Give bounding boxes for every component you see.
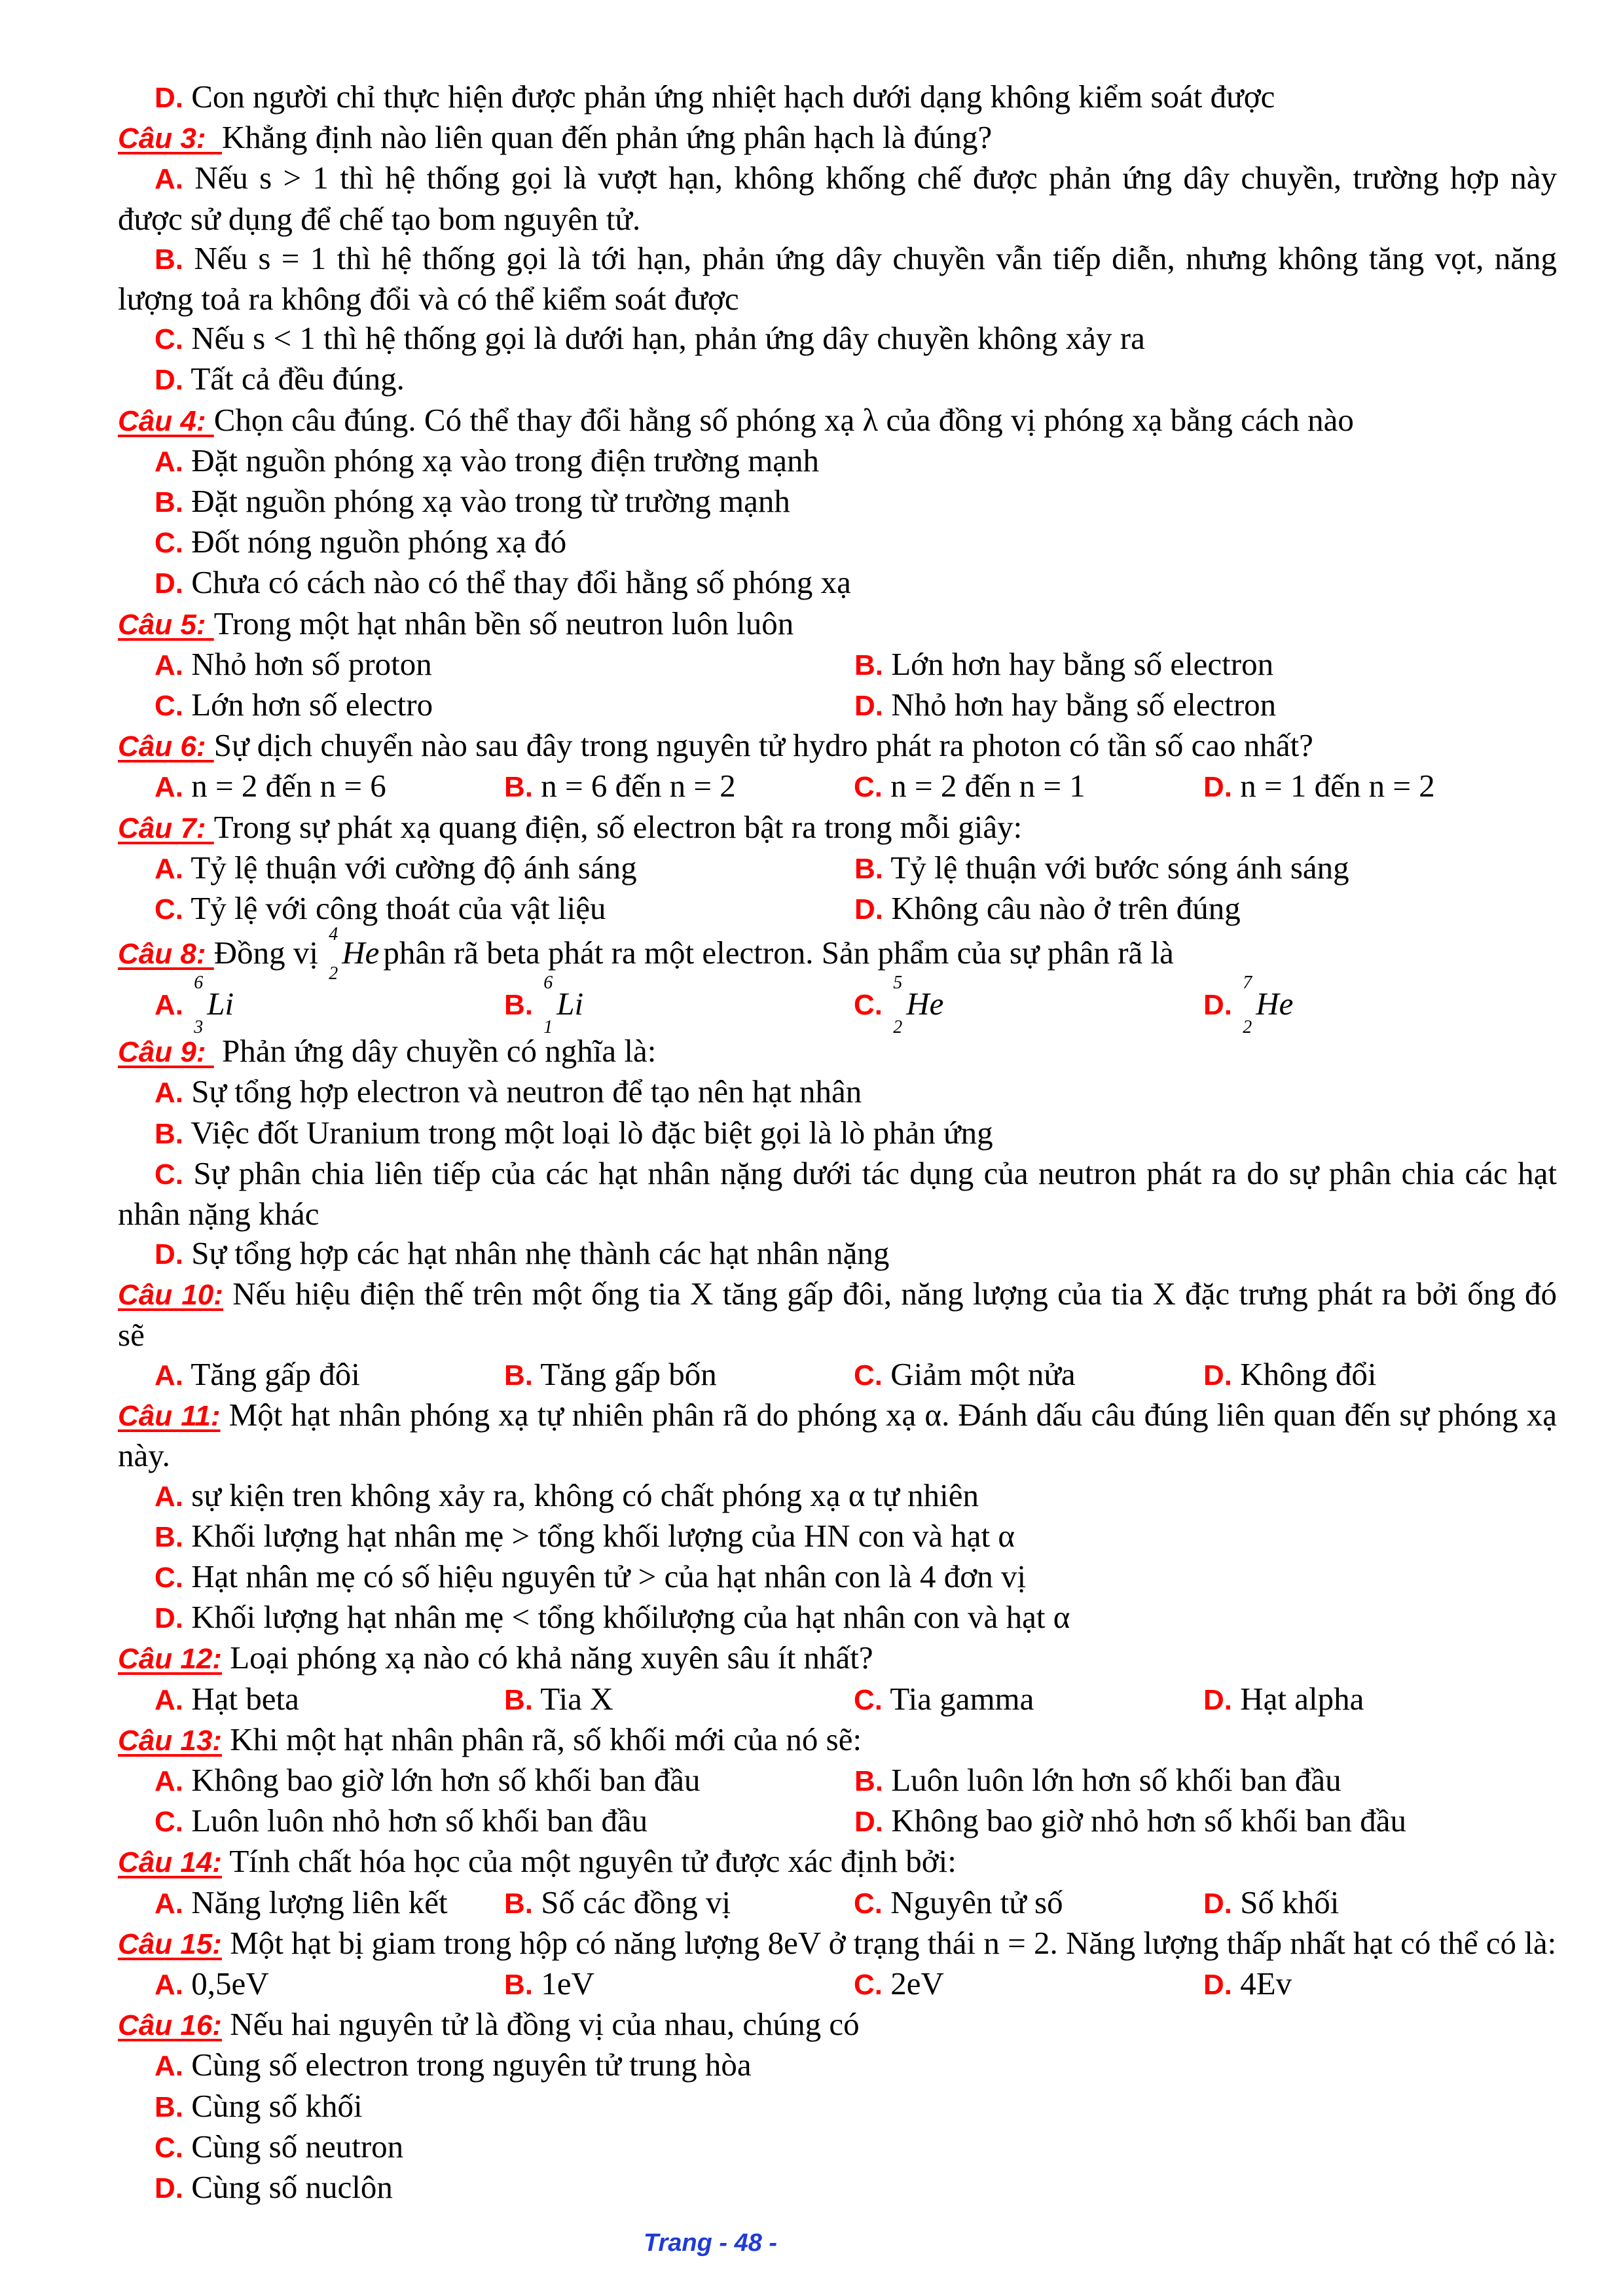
question-stem: [118, 1720, 1557, 1761]
page-number: Trang - 48 -: [643, 2229, 778, 2257]
option-text: Chưa có cách nào có thể thay đổi hằng số phóng xạ: [191, 564, 851, 601]
question-6: [118, 726, 1557, 807]
question-stem: [118, 1924, 1557, 1964]
option-d: [854, 685, 1591, 726]
option-label: D.: [1203, 989, 1232, 1022]
question-14: [118, 1842, 1557, 1923]
option-label: D.: [854, 1806, 883, 1839]
element-symbol: He: [342, 935, 380, 971]
atomic-number: 1: [543, 1017, 553, 1038]
option-label: B.: [155, 1117, 183, 1150]
option-label: C.: [854, 1968, 883, 2001]
option-text: Luôn luôn nhỏ hơn số khối ban đầu: [191, 1803, 648, 1839]
option-text: Cùng số nuclôn: [191, 2168, 393, 2205]
option-label: C.: [155, 893, 183, 926]
option-label: D.: [1203, 1683, 1232, 1716]
option-label: D.: [155, 567, 183, 600]
option-text: Luôn luôn lớn hơn số khối ban đầu: [891, 1761, 1341, 1798]
question-5: [118, 604, 1557, 726]
option-c: [854, 766, 1203, 807]
option-label: C.: [854, 1359, 883, 1391]
option-text: n = 2 đến n = 1: [890, 768, 1085, 804]
option-text: Đốt nóng nguồn phóng xạ đó: [191, 524, 567, 560]
option-text: Tỷ lệ thuận với cường độ ánh sáng: [191, 849, 637, 886]
question-stem: [118, 1395, 1557, 1475]
option-text: Không đổi: [1240, 1355, 1377, 1392]
option-b: [118, 239, 1557, 319]
option-label: C.: [155, 1806, 183, 1839]
option-label: C.: [155, 690, 183, 723]
isotope-formula: [1243, 973, 1294, 1038]
option-text: Hạt beta: [191, 1680, 299, 1717]
option-label: C.: [854, 771, 883, 804]
option-text: Con người chỉ thực hiện được phản ứng nhiệt hạch dưới dạng không kiểm soát được: [191, 79, 1275, 115]
question-11: [118, 1395, 1557, 1638]
option-label: B.: [854, 649, 883, 681]
option-text: Tỷ lệ thuận với bước sóng ánh sáng: [890, 849, 1349, 886]
mass-number: 4: [329, 924, 338, 945]
option-label: A.: [155, 649, 183, 681]
element-symbol: He: [906, 986, 944, 1022]
question-stem: [118, 1842, 1557, 1882]
question-text: Đồng vị: [213, 935, 327, 971]
option-text: Cùng số khối: [191, 2087, 363, 2124]
question-text: Khi một hạt nhân phân rã, số khối mới của nó sẽ:: [221, 1721, 862, 1757]
option-text: Đặt nguồn phóng xạ vào trong điện trường mạnh: [191, 442, 820, 478]
option-c: [854, 1679, 1203, 1720]
option-b: [118, 1516, 1557, 1557]
option-label: B.: [155, 243, 183, 276]
option-text: sự kiện tren không xảy ra, không có chất phóng xạ α tự nhiên: [191, 1477, 979, 1513]
question-stem: [118, 1031, 1557, 1072]
option-a: [118, 848, 854, 889]
question-label: Câu 9:: [118, 1036, 214, 1069]
option-d: [854, 1801, 1591, 1842]
document-page: [118, 77, 1557, 2208]
option-label: D.: [155, 364, 183, 397]
option-a: [118, 973, 504, 1038]
question-16: [118, 2005, 1557, 2208]
option-text: Số khối: [1240, 1884, 1340, 1920]
option-text: Đặt nguồn phóng xạ vào trong từ trường mạnh: [191, 483, 790, 520]
option-d: [118, 359, 1557, 400]
element-symbol: He: [1256, 986, 1294, 1022]
question-text: Phản ứng dây chuyền có nghĩa là:: [213, 1033, 657, 1069]
option-d: [118, 563, 1557, 603]
option-text: n = 6 đến n = 2: [541, 768, 736, 804]
option-label: A.: [155, 1683, 183, 1716]
option-text: Nếu s = 1 thì hệ thống gọi là tới hạn, phản ứng dây chuyền vẫn tiếp diễn, nhưng không tăng vọt, năng lượng toả ra không đổi và có thể kiểm soát được: [118, 240, 1558, 317]
option-label: B.: [504, 1359, 533, 1391]
option-text: Việc đốt Uranium trong một loại lò đặc biệt gọi là lò phản ứng: [191, 1114, 993, 1151]
question-text: phân rã beta phát ra một electron. Sản phẩm của sự phân rã là: [383, 935, 1174, 971]
atomic-number: 2: [1243, 1017, 1252, 1038]
option-text: Sự tổng hợp các hạt nhân nhẹ thành các hạt nhân nặng: [191, 1235, 890, 1272]
option-text: Nhỏ hơn hay bằng số electron: [891, 687, 1277, 723]
question-stem: [118, 726, 1557, 766]
question-label: Câu 13:: [118, 1724, 222, 1757]
option-text: Tia X: [540, 1680, 613, 1717]
option-b: [504, 1679, 854, 1720]
option-label: D.: [155, 82, 183, 114]
question-text: Trong sự phát xạ quang điện, số electron bật ra trong mỗi giây:: [213, 808, 1023, 845]
option-text: Giảm một nửa: [890, 1355, 1076, 1392]
options-row: [118, 1964, 1557, 2005]
question-12: [118, 1638, 1557, 1719]
option-c: [118, 685, 854, 726]
option-label: D.: [155, 2172, 183, 2204]
question-text: Tính chất hóa học của một nguyên tử được xác định bởi:: [221, 1843, 957, 1880]
option-label: A.: [155, 2050, 183, 2083]
option-a: [118, 1355, 504, 1395]
question-text: Trong một hạt nhân bền số neutron luôn luôn: [213, 605, 794, 641]
option-c: [118, 1801, 854, 1842]
option-label: C.: [155, 323, 183, 356]
option-text: 4Ev: [1240, 1965, 1292, 2001]
isotope-formula: [194, 973, 234, 1038]
option-text: Nếu s < 1 thì hệ thống gọi là dưới hạn, phản ứng dây chuyền không xảy ra: [191, 320, 1145, 357]
options-row: [118, 1761, 1557, 1801]
element-symbol: Li: [207, 986, 234, 1022]
mass-number: 6: [543, 973, 553, 994]
options-row: [118, 848, 1557, 889]
option-label: C.: [854, 1683, 883, 1716]
option-d: [118, 1234, 1557, 1274]
option-c: [854, 973, 1203, 1038]
option-d: [854, 889, 1591, 929]
question-list: [118, 118, 1557, 2208]
option-c: [118, 889, 854, 929]
option-b: [504, 973, 854, 1038]
question-label: Câu 16:: [118, 2009, 222, 2042]
option-label: D.: [854, 690, 883, 723]
isotope-formula: [893, 973, 944, 1038]
option-a: [118, 2045, 1557, 2086]
option-a: [118, 1476, 1557, 1516]
question-text: Một hạt bị giam trong hộp có năng lượng 8eV ở trạng thái n = 2. Năng lượng thấp nhất hạt có thể có là:: [221, 1924, 1557, 1961]
option-text: Số các đồng vị: [541, 1884, 731, 1920]
option-text: Nhỏ hơn số proton: [191, 645, 432, 682]
option-text: Sự tổng hợp electron và neutron để tạo nên hạt nhân: [191, 1073, 862, 1110]
option-c: [854, 1964, 1203, 2005]
option-text: Không bao giờ lớn hơn số khối ban đầu: [191, 1761, 701, 1798]
question-text: Sự dịch chuyển nào sau đây trong nguyên tử hydro phát ra photon có tần số cao nhất?: [213, 727, 1313, 764]
element-symbol: Li: [556, 986, 584, 1022]
option-text: Lớn hơn hay bằng số electron: [891, 645, 1274, 682]
option-b: [504, 1883, 854, 1924]
option-b: [504, 1355, 854, 1395]
question-text: Một hạt nhân phóng xạ tự nhiên phân rã do phóng xạ α. Đánh dấu câu đúng liên quan đến sự phóng xạ này.: [118, 1397, 1557, 1474]
question-stem: [118, 1638, 1557, 1679]
option-c: [118, 319, 1557, 359]
option-text: 0,5eV: [191, 1965, 269, 2001]
mass-number: 5: [893, 973, 903, 994]
option-label: B.: [854, 1765, 883, 1797]
option-label: B.: [155, 486, 183, 519]
option-text: Cùng số electron trong nguyên tử trung hòa: [191, 2047, 752, 2083]
option-a: [118, 1883, 504, 1924]
question-4: [118, 401, 1557, 604]
option-label: D.: [1203, 1359, 1232, 1391]
option-c: [118, 1557, 1557, 1598]
option-label: C.: [155, 2131, 183, 2164]
option-text: Không bao giờ nhỏ hơn số khối ban đầu: [891, 1803, 1407, 1839]
option-c: [118, 2127, 1557, 2168]
option-b: [504, 1964, 854, 2005]
option-text: Sự phân chia liên tiếp của các hạt nhân nặng dưới tác dụng của neutron phát ra do sự phân chia các hạt nhân nặng khác: [118, 1155, 1558, 1232]
option-label: D.: [155, 1238, 183, 1271]
question-label: Câu 14:: [118, 1846, 222, 1879]
options-row: [118, 1355, 1557, 1395]
option-label: D.: [1203, 1968, 1232, 2001]
question-3: [118, 118, 1557, 400]
mass-number: 6: [194, 973, 204, 994]
option-a: [118, 441, 1557, 482]
option-d: [1203, 973, 1553, 1038]
option-text: Hạt alpha: [1240, 1680, 1364, 1717]
option-text: Lớn hơn số electro: [191, 687, 433, 723]
option-label: C.: [155, 1158, 183, 1191]
options-row: [118, 889, 1557, 929]
option-text: Nguyên tử số: [890, 1884, 1063, 1920]
atomic-number: 3: [194, 1017, 204, 1038]
option-label: B.: [504, 771, 533, 804]
option-d: [1203, 1964, 1553, 2005]
option-label: A.: [155, 771, 183, 804]
question-10: [118, 1274, 1557, 1395]
option-text: Năng lượng liên kết: [191, 1884, 448, 1920]
option-a: [118, 1761, 854, 1801]
option-b: [854, 848, 1591, 889]
option-label: B.: [155, 1520, 183, 1553]
option-b: [854, 1761, 1591, 1801]
question-stem: [118, 604, 1557, 645]
option-label: A.: [155, 163, 183, 196]
question-label: Câu 4:: [118, 404, 214, 437]
option-label: C.: [854, 989, 883, 1022]
option-text: Khối lượng hạt nhân mẹ < tổng khốilượng của hạt nhân con và hạt α: [191, 1599, 1070, 1636]
option-text: Tăng gấp bốn: [540, 1355, 717, 1392]
question-label: Câu 12:: [118, 1643, 222, 1676]
option-text: n = 1 đến n = 2: [1240, 768, 1435, 804]
option-label: B.: [854, 852, 883, 885]
question-text: Nếu hiệu điện thế trên một ống tia X tăng gấp đôi, năng lượng của tia X đặc trưng phát ra bởi ống đó sẽ: [118, 1276, 1557, 1353]
question-label: Câu 3:: [118, 122, 222, 155]
option-label: A.: [155, 1077, 183, 1109]
option-text: Nếu s > 1 thì hệ thống gọi là vượt hạn, không khống chế được phản ứng dây chuyền, trường hợp này được sử dụng để chế tạo bom nguyên tử.: [118, 160, 1558, 237]
option-a: [118, 1679, 504, 1720]
option-label: D.: [155, 1602, 183, 1635]
option-text: Tia gamma: [890, 1680, 1034, 1717]
option-label: D.: [1203, 1887, 1232, 1920]
option-label: C.: [155, 1561, 183, 1594]
option-a: [118, 1072, 1557, 1113]
isotope-formula: [329, 924, 380, 984]
mass-number: 7: [1243, 973, 1252, 994]
option-label: A.: [155, 1359, 183, 1391]
option-text: Tất cả đều đúng.: [191, 361, 405, 397]
option-label: A.: [155, 989, 183, 1022]
option-d: [118, 1598, 1557, 1638]
options-row: [118, 1883, 1557, 1924]
option-text: Tăng gấp đôi: [191, 1355, 360, 1392]
question-stem: [118, 1274, 1557, 1354]
options-row: [118, 973, 1557, 1038]
option-label: A.: [155, 1968, 183, 2001]
option-text: 1eV: [541, 1965, 594, 2001]
option-label: B.: [504, 1887, 533, 1920]
option-c: [854, 1355, 1203, 1395]
options-row: [118, 766, 1557, 807]
question-label: Câu 7:: [118, 812, 214, 844]
option-label: A.: [155, 852, 183, 885]
option-text: 2eV: [890, 1965, 944, 2001]
option-a: [118, 645, 854, 685]
option-label: B.: [155, 2090, 183, 2123]
question-7: [118, 808, 1557, 930]
options-row: [118, 685, 1557, 726]
option-c: [118, 1154, 1557, 1234]
option-label: B.: [504, 1683, 533, 1716]
options-row: [118, 1679, 1557, 1720]
option-text: Khối lượng hạt nhân mẹ > tổng khối lượng của HN con và hạt α: [191, 1517, 1015, 1554]
option-b: [118, 2087, 1557, 2127]
option-b: [504, 766, 854, 807]
option-label: B.: [504, 989, 533, 1022]
option-text: Tỷ lệ với công thoát của vật liệu: [191, 890, 606, 927]
question-stem: [118, 924, 1557, 984]
question-label: Câu 6:: [118, 730, 214, 763]
option-text: Không câu nào ở trên đúng: [891, 890, 1241, 927]
question-stem: [118, 118, 1557, 158]
atomic-number: 2: [893, 1017, 903, 1038]
option-a: [118, 766, 504, 807]
option-label: D.: [1203, 771, 1232, 804]
options-row: [118, 1801, 1557, 1842]
question-stem: [118, 2005, 1557, 2045]
option-label: D.: [854, 893, 883, 926]
isotope-formula: [543, 973, 584, 1038]
option-d-previous-question: [118, 77, 1557, 118]
option-b: [854, 645, 1591, 685]
option-d: [1203, 766, 1553, 807]
question-text: Chọn câu đúng. Có thể thay đổi hằng số phóng xạ λ của đồng vị phóng xạ bằng cách nào: [213, 401, 1354, 438]
question-8: [118, 924, 1557, 1038]
option-c: [118, 522, 1557, 563]
question-label: Câu 15:: [118, 1928, 222, 1960]
option-text: Cùng số neutron: [191, 2128, 404, 2164]
question-9: [118, 1031, 1557, 1274]
question-label: Câu 8:: [118, 938, 214, 971]
question-15: [118, 1924, 1557, 2005]
option-label: C.: [155, 527, 183, 560]
option-label: A.: [155, 1480, 183, 1513]
question-text: Nếu hai nguyên tử là đồng vị của nhau, chúng có: [221, 2006, 860, 2043]
question-stem: [118, 401, 1557, 441]
option-d: [1203, 1355, 1553, 1395]
option-a: [118, 1964, 504, 2005]
option-text: Hạt nhân mẹ có số hiệu nguyên tử > của hạt nhân con là 4 đơn vị: [191, 1558, 1027, 1594]
option-label: A.: [155, 1765, 183, 1797]
option-b: [118, 1113, 1557, 1154]
question-label: Câu 5:: [118, 608, 214, 641]
option-label: B.: [504, 1968, 533, 2001]
option-label: A.: [155, 445, 183, 478]
option-label: A.: [155, 1887, 183, 1920]
option-b: [118, 482, 1557, 522]
option-label: C.: [854, 1887, 883, 1920]
question-stem: [118, 808, 1557, 848]
option-a: [118, 158, 1557, 238]
question-label: Câu 11:: [118, 1400, 221, 1433]
atomic-number: 2: [329, 963, 338, 984]
option-d: [118, 2168, 1557, 2208]
question-text: Khẳng định nào liên quan đến phản ứng phân hạch là đúng?: [221, 119, 993, 156]
question-13: [118, 1720, 1557, 1842]
option-d: [1203, 1883, 1553, 1924]
question-text: Loại phóng xạ nào có khả năng xuyên sâu ít nhất?: [221, 1640, 873, 1676]
options-row: [118, 645, 1557, 685]
option-d: [1203, 1679, 1553, 1720]
question-label: Câu 10:: [118, 1279, 223, 1312]
option-text: n = 2 đến n = 6: [191, 768, 386, 804]
option-c: [854, 1883, 1203, 1924]
